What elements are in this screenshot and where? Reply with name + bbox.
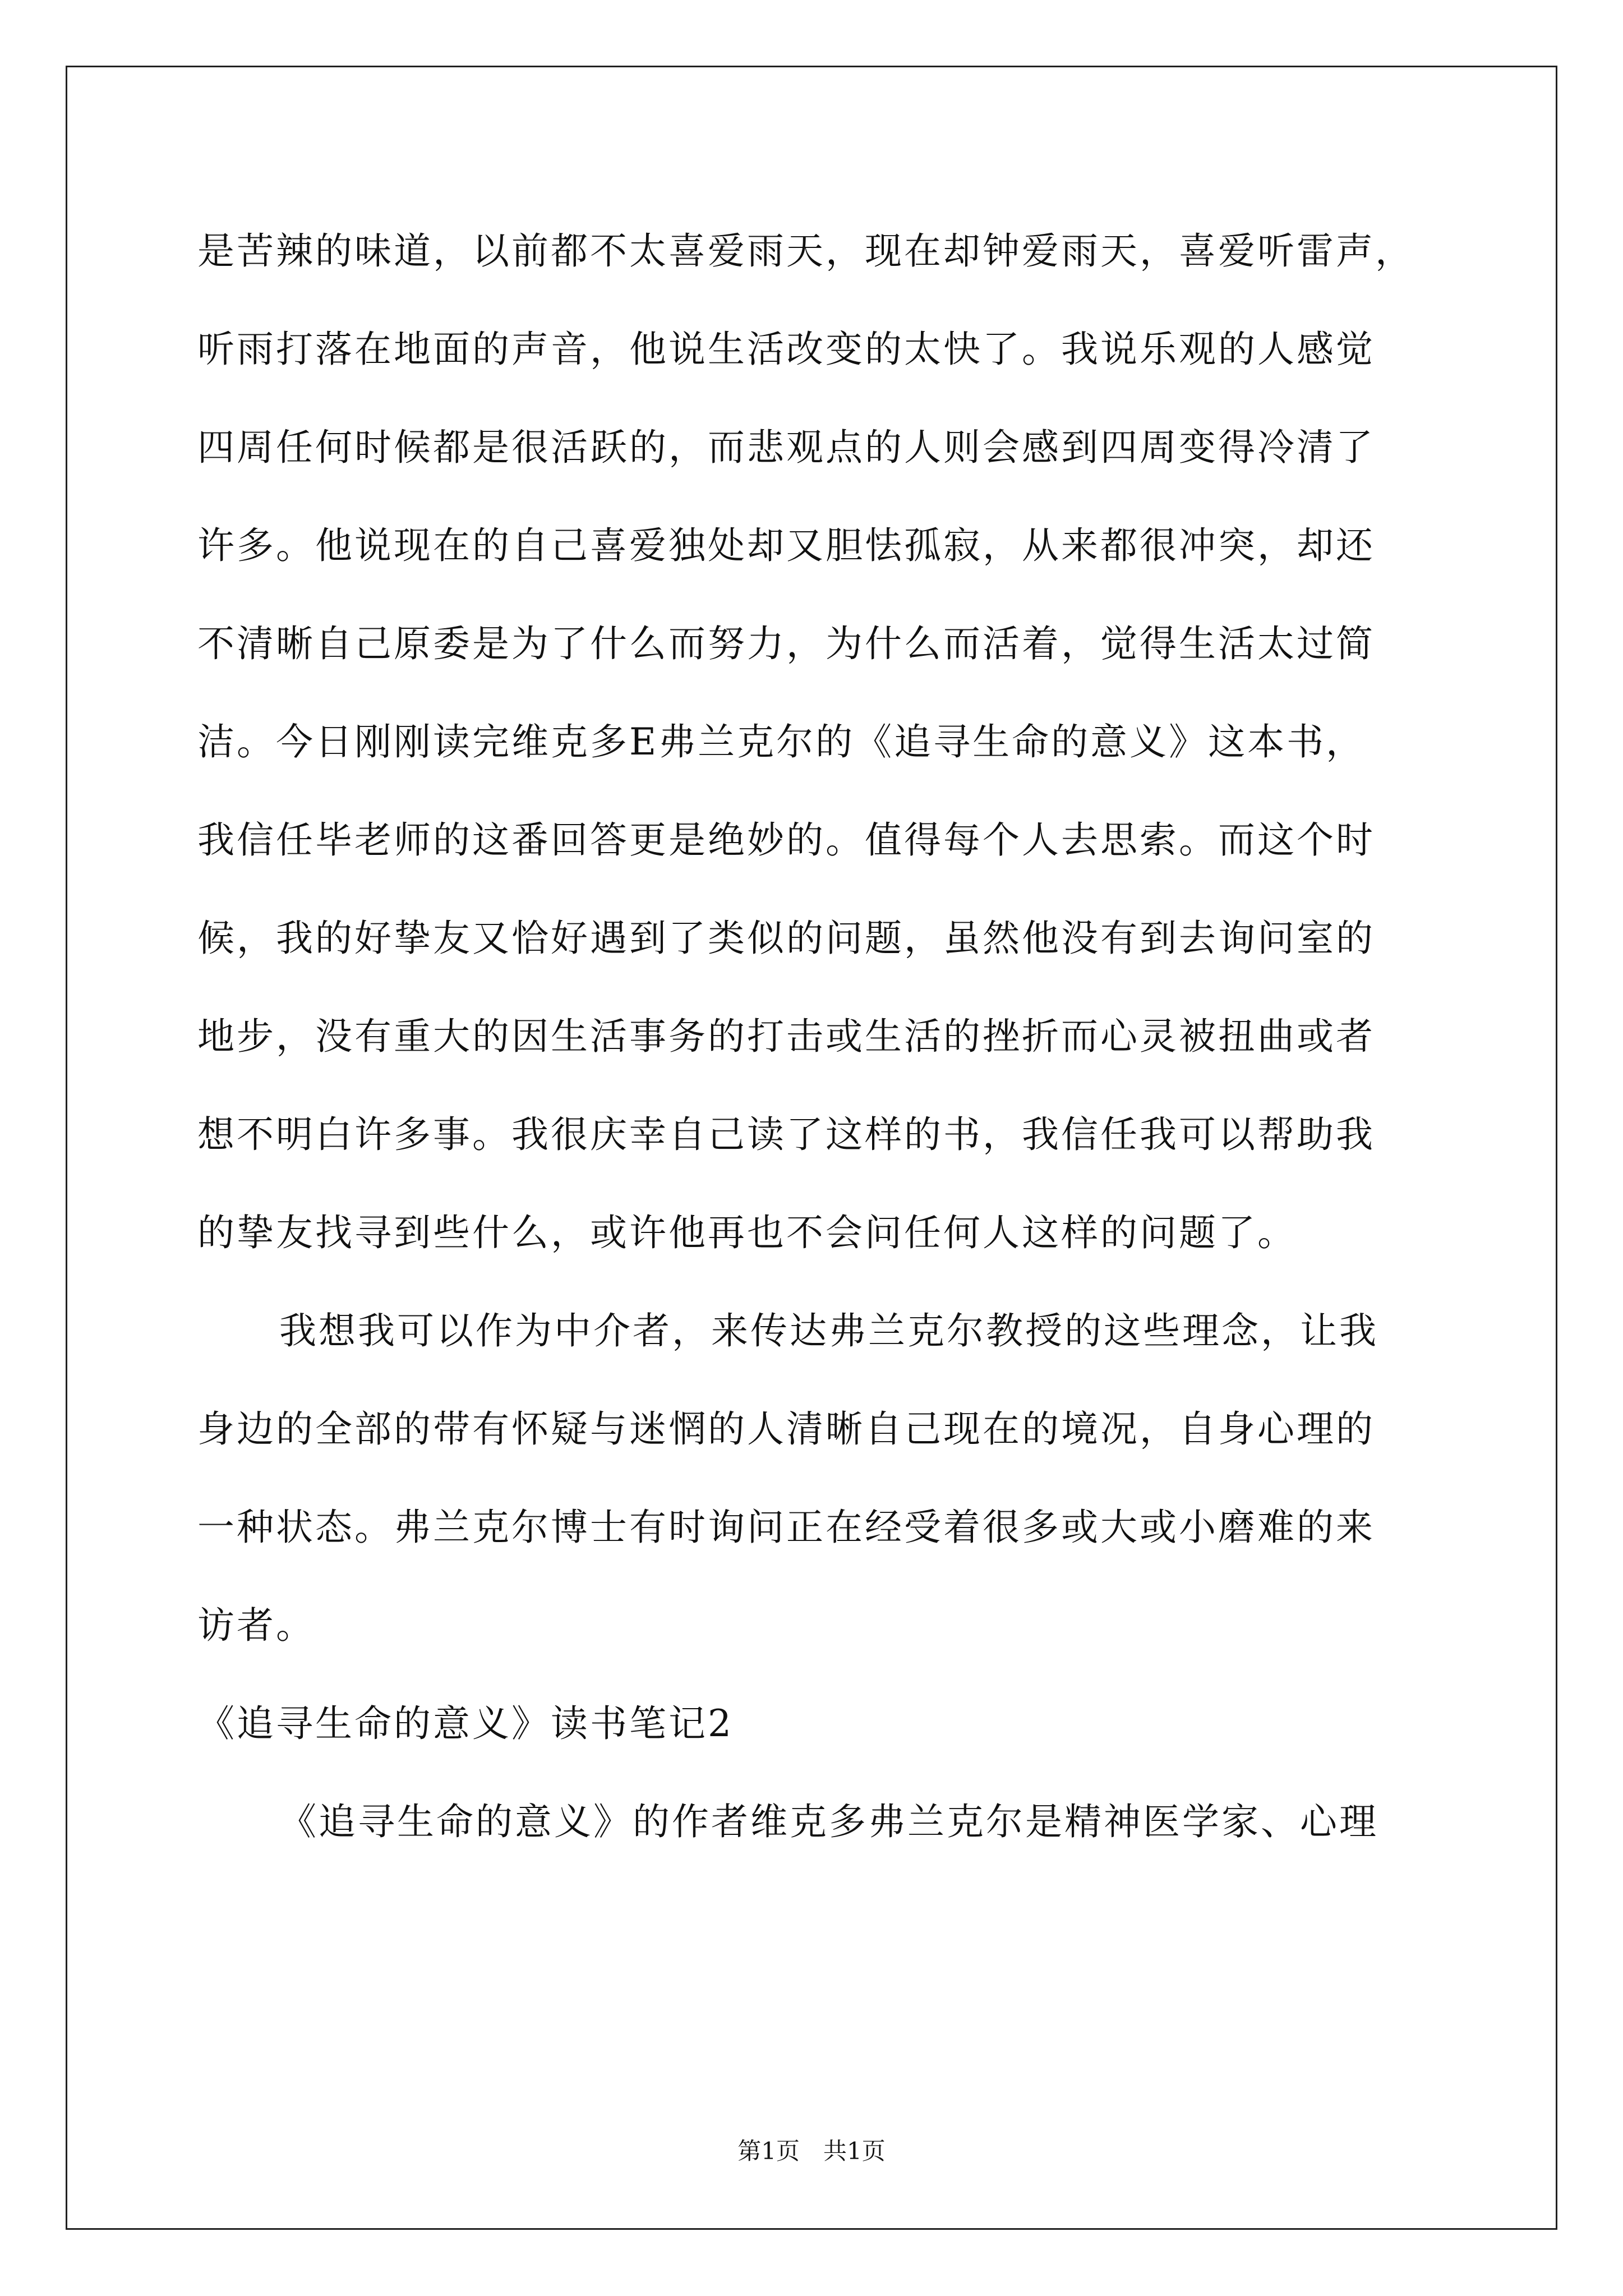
page-footer — [0, 2134, 1623, 2168]
page-number: 第1页 — [737, 2137, 800, 2165]
body-line: 的挚友找寻到些什么，或许他再也不会问任何人这样的问题了。 — [197, 1211, 1297, 1254]
body-line: 一种状态。弗兰克尔博士有时询问正在经受着很多或大或小磨难的来 — [197, 1506, 1375, 1549]
body-line: 我信任毕老师的这番回答更是绝妙的。值得每个人去思索。而这个时 — [197, 818, 1375, 862]
section-heading: 《追寻生命的意义》读书笔记2 — [197, 1702, 734, 1745]
paragraph-start-line: 《追寻生命的意义》的作者维克多弗兰克尔是精神医学家、心理 — [279, 1800, 1378, 1843]
body-line: 许多。他说现在的自己喜爱独处却又胆怯孤寂，从来都很冲突，却还 — [197, 524, 1375, 567]
body-line: 想不明白许多事。我很庆幸自己读了这样的书，我信任我可以帮助我 — [197, 1113, 1375, 1156]
body-line: 听雨打落在地面的声音，他说生活改变的太快了。我说乐观的人感觉 — [197, 328, 1375, 371]
body-line: 候，我的好挚友又恰好遇到了类似的问题，虽然他没有到去询问室的 — [197, 917, 1375, 960]
body-line: 四周任何时候都是很活跃的，而悲观点的人则会感到四周变得冷清了 — [197, 426, 1375, 469]
page-total: 共1页 — [823, 2137, 886, 2165]
document-body — [197, 202, 1431, 1871]
body-line: 地步，没有重大的因生活事务的打击或生活的挫折而心灵被扭曲或者 — [197, 1015, 1375, 1058]
body-line: 是苦辣的味道，以前都不太喜爱雨天，现在却钟爱雨天，喜爱听雷声， — [197, 229, 1414, 273]
paragraph-start-line: 我想我可以作为中介者，来传达弗兰克尔教授的这些理念，让我 — [279, 1309, 1378, 1352]
body-line: 访者。 — [197, 1604, 315, 1647]
body-line: 不清晰自己原委是为了什么而努力，为什么而活着，觉得生活太过简 — [197, 622, 1375, 665]
body-line: 洁。今日刚刚读完维克多E弗兰克尔的《追寻生命的意义》这本书， — [197, 720, 1366, 763]
body-line: 身边的全部的带有怀疑与迷惘的人清晰自己现在的境况，自身心理的 — [197, 1407, 1375, 1451]
